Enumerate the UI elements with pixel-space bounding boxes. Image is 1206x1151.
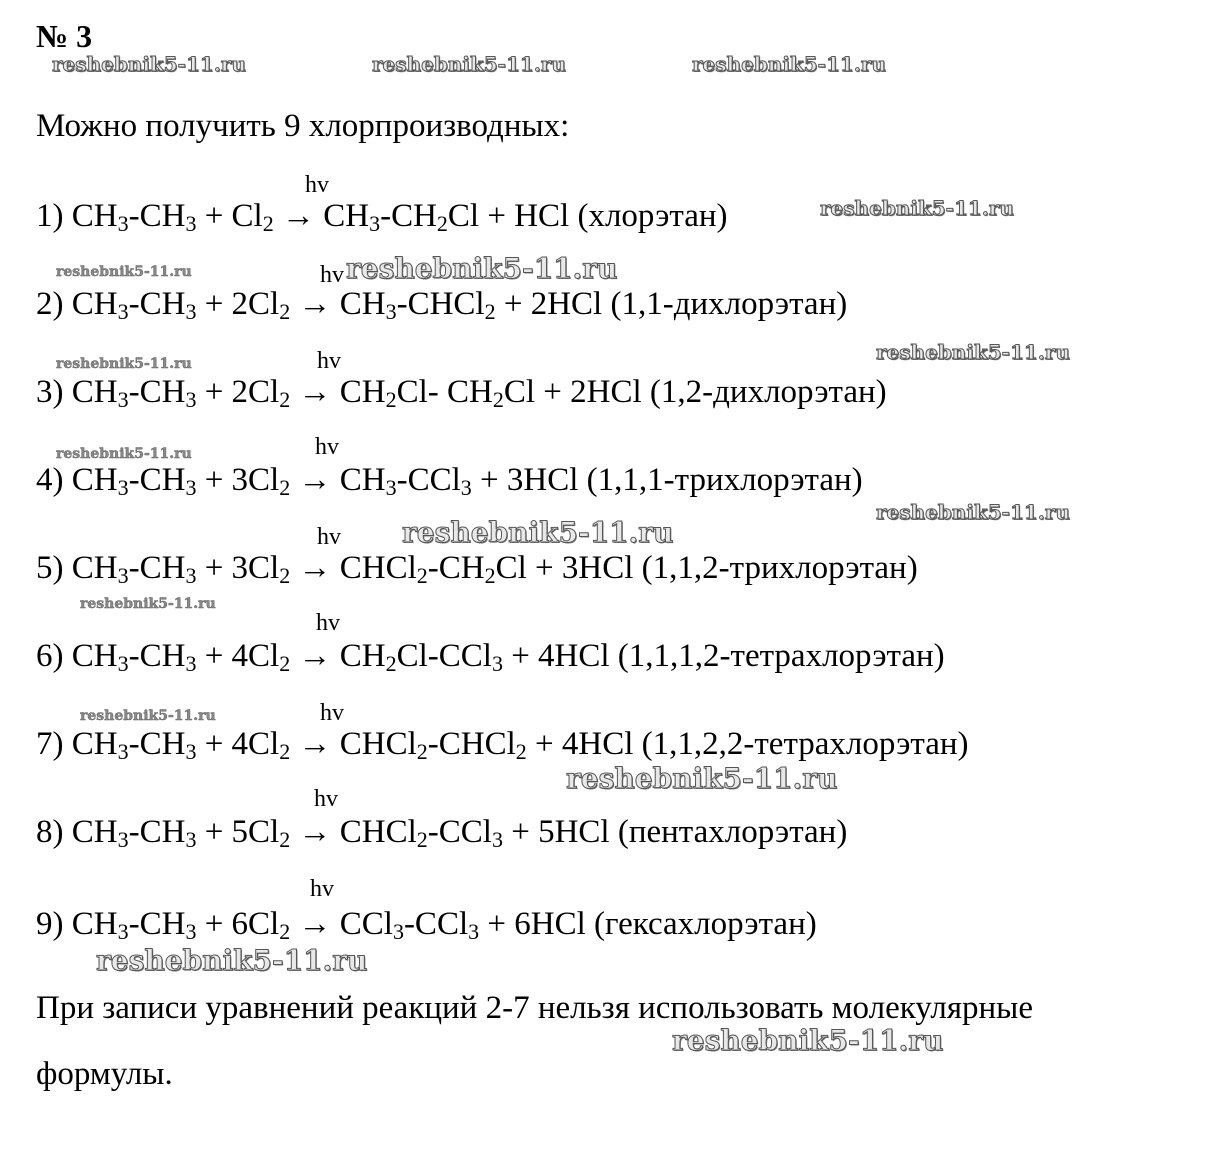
formula-text: -CCl bbox=[403, 906, 469, 942]
hv-label: hv bbox=[316, 610, 340, 636]
subscript: 3 bbox=[185, 387, 197, 412]
equation-1 bbox=[36, 196, 728, 236]
formula-text: + 3Cl bbox=[196, 462, 280, 498]
equation-number: 8) bbox=[36, 814, 72, 850]
formula-text: CH bbox=[71, 814, 118, 850]
subscript: 3 bbox=[117, 387, 129, 412]
formula-text: → CH bbox=[290, 462, 386, 498]
formula-text: → CHCl bbox=[290, 550, 417, 586]
formula-text: + 4HCl (1,1,2,2-тетрахлорэтан) bbox=[526, 726, 969, 762]
subscript: 2 bbox=[416, 827, 428, 852]
formula-text: → CH bbox=[273, 198, 370, 234]
formula-text: -CCl bbox=[396, 462, 461, 498]
formula-text: -CH bbox=[128, 814, 186, 850]
subscript: 3 bbox=[491, 651, 503, 676]
subscript: 3 bbox=[117, 211, 129, 236]
subscript: 3 bbox=[185, 299, 197, 324]
formula-text: + 2Cl bbox=[196, 374, 280, 410]
formula-text: -CH bbox=[128, 374, 186, 410]
subscript: 2 bbox=[262, 211, 274, 236]
hv-label: hv bbox=[305, 172, 329, 198]
formula-text: Cl- CH bbox=[396, 374, 493, 410]
subscript: 3 bbox=[185, 827, 197, 852]
subscript: 3 bbox=[185, 475, 197, 500]
hv-label: hv bbox=[317, 348, 341, 374]
watermark: reshebnik5-11.ru bbox=[876, 500, 1070, 524]
watermark: reshebnik5-11.ru bbox=[346, 252, 618, 285]
formula-text: CH bbox=[71, 198, 118, 234]
subscript: 2 bbox=[279, 739, 291, 764]
formula-text: + 4HCl (1,1,1,2-тетрахлорэтан) bbox=[502, 638, 945, 674]
subscript: 2 bbox=[385, 651, 397, 676]
subscript: 2 bbox=[385, 387, 397, 412]
subscript: 2 bbox=[279, 651, 291, 676]
formula-text: CH bbox=[71, 906, 118, 942]
subscript: 2 bbox=[515, 739, 527, 764]
subscript: 2 bbox=[492, 387, 504, 412]
equation-7 bbox=[36, 724, 969, 764]
formula-text: + 4Cl bbox=[196, 638, 280, 674]
subscript: 3 bbox=[185, 211, 197, 236]
formula-text: CH bbox=[71, 374, 118, 410]
watermark: reshebnik5-11.ru bbox=[372, 52, 566, 76]
watermark: reshebnik5-11.ru bbox=[402, 516, 674, 549]
subscript: 3 bbox=[117, 919, 129, 944]
subscript: 2 bbox=[416, 563, 428, 588]
formula-text: CH bbox=[71, 286, 118, 322]
equation-number: 1) bbox=[36, 198, 72, 234]
subscript: 2 bbox=[279, 919, 291, 944]
task-number: № 3 bbox=[36, 18, 93, 54]
subscript: 3 bbox=[392, 919, 404, 944]
intro-text: Можно получить 9 хлорпроизводных: bbox=[36, 108, 570, 144]
formula-text: → CHCl bbox=[290, 814, 417, 850]
equation-4 bbox=[36, 460, 863, 500]
subscript: 2 bbox=[279, 827, 291, 852]
subscript: 3 bbox=[185, 563, 197, 588]
formula-text: -CH bbox=[128, 198, 186, 234]
subscript: 3 bbox=[117, 827, 129, 852]
formula-text: → CH bbox=[290, 638, 386, 674]
equation-number: 2) bbox=[36, 286, 72, 322]
formula-text: CH bbox=[71, 726, 118, 762]
formula-text: Cl-CCl bbox=[396, 638, 492, 674]
formula-text: CH bbox=[71, 638, 118, 674]
subscript: 2 bbox=[484, 299, 496, 324]
subscript: 3 bbox=[185, 739, 197, 764]
formula-text: + 5Cl bbox=[196, 814, 280, 850]
subscript: 3 bbox=[460, 475, 472, 500]
hv-label: hv bbox=[310, 876, 334, 902]
subscript: 3 bbox=[117, 475, 129, 500]
equation-9 bbox=[36, 904, 817, 944]
subscript: 3 bbox=[117, 299, 129, 324]
formula-text: + 2HCl (1,1-дихлорэтан) bbox=[495, 286, 848, 322]
subscript: 3 bbox=[117, 651, 129, 676]
watermark: reshebnik5-11.ru bbox=[56, 446, 192, 462]
equation-5 bbox=[36, 548, 918, 588]
hv-label: hv bbox=[314, 786, 338, 812]
formula-text: -CH bbox=[380, 198, 437, 234]
subscript: 3 bbox=[185, 651, 197, 676]
formula-text: -CH bbox=[128, 726, 186, 762]
formula-text: Cl + HCl (хлорэтан) bbox=[447, 198, 728, 234]
formula-text: → CHCl bbox=[290, 726, 417, 762]
subscript: 2 bbox=[484, 563, 496, 588]
equation-number: 4) bbox=[36, 462, 72, 498]
formula-text: -CH bbox=[427, 550, 485, 586]
formula-text: -CH bbox=[128, 286, 186, 322]
formula-text: -CH bbox=[128, 906, 186, 942]
formula-text: Cl + 2HCl (1,2-дихлорэтан) bbox=[503, 374, 887, 410]
subscript: 3 bbox=[491, 827, 503, 852]
formula-text: + Cl bbox=[196, 198, 263, 234]
formula-text: -CCl bbox=[427, 814, 492, 850]
watermark: reshebnik5-11.ru bbox=[52, 52, 246, 76]
equation-number: 9) bbox=[36, 906, 72, 942]
watermark: reshebnik5-11.ru bbox=[56, 356, 192, 372]
equation-number: 5) bbox=[36, 550, 72, 586]
formula-text: CH bbox=[71, 550, 118, 586]
equation-2 bbox=[36, 284, 847, 324]
formula-text: Cl + 3HCl (1,1,2-трихлорэтан) bbox=[495, 550, 918, 586]
subscript: 2 bbox=[279, 475, 291, 500]
watermark: reshebnik5-11.ru bbox=[80, 708, 216, 724]
formula-text: → CCl bbox=[290, 906, 393, 942]
formula-text: -CH bbox=[128, 638, 186, 674]
equation-number: 6) bbox=[36, 638, 72, 674]
subscript: 3 bbox=[385, 475, 397, 500]
formula-text: -CH bbox=[128, 462, 186, 498]
watermark: reshebnik5-11.ru bbox=[692, 52, 886, 76]
watermark: reshebnik5-11.ru bbox=[876, 340, 1070, 364]
hv-label: hv bbox=[320, 262, 344, 288]
subscript: 3 bbox=[385, 299, 397, 324]
equation-6 bbox=[36, 636, 945, 676]
formula-text: -CHCl bbox=[396, 286, 485, 322]
formula-text: + 5HCl (пентахлорэтан) bbox=[502, 814, 848, 850]
subscript: 2 bbox=[416, 739, 428, 764]
note-line-2: формулы. bbox=[36, 1056, 173, 1092]
equation-3 bbox=[36, 372, 887, 412]
subscript: 2 bbox=[279, 299, 291, 324]
formula-text: + 3HCl (1,1,1-трихлорэтан) bbox=[471, 462, 863, 498]
equation-8 bbox=[36, 812, 847, 852]
subscript: 2 bbox=[279, 563, 291, 588]
equation-number: 3) bbox=[36, 374, 72, 410]
subscript: 2 bbox=[436, 211, 448, 236]
note-line-1: При записи уравнений реакций 2-7 нельзя использовать молекулярные bbox=[36, 990, 1033, 1026]
formula-text: + 6Cl bbox=[196, 906, 280, 942]
hv-label: hv bbox=[317, 524, 341, 550]
watermark: reshebnik5-11.ru bbox=[80, 596, 216, 612]
formula-text: → CH bbox=[290, 374, 386, 410]
subscript: 3 bbox=[117, 563, 129, 588]
watermark: reshebnik5-11.ru bbox=[96, 944, 368, 977]
watermark: reshebnik5-11.ru bbox=[56, 264, 192, 280]
formula-text: → CH bbox=[290, 286, 386, 322]
hv-label: hv bbox=[320, 700, 344, 726]
subscript: 3 bbox=[185, 919, 197, 944]
formula-text: + 3Cl bbox=[196, 550, 280, 586]
subscript: 2 bbox=[279, 387, 291, 412]
hv-label: hv bbox=[315, 434, 339, 460]
formula-text: -CH bbox=[128, 550, 186, 586]
watermark: reshebnik5-11.ru bbox=[820, 196, 1014, 220]
subscript: 3 bbox=[468, 919, 480, 944]
formula-text: -CHCl bbox=[427, 726, 516, 762]
watermark: reshebnik5-11.ru bbox=[672, 1024, 944, 1057]
formula-text: + 4Cl bbox=[196, 726, 280, 762]
formula-text: + 6HCl (гексахлорэтан) bbox=[479, 906, 817, 942]
subscript: 3 bbox=[117, 739, 129, 764]
subscript: 3 bbox=[369, 211, 381, 236]
formula-text: CH bbox=[71, 462, 118, 498]
watermark: reshebnik5-11.ru bbox=[566, 762, 838, 795]
equation-number: 7) bbox=[36, 726, 72, 762]
formula-text: + 2Cl bbox=[196, 286, 280, 322]
